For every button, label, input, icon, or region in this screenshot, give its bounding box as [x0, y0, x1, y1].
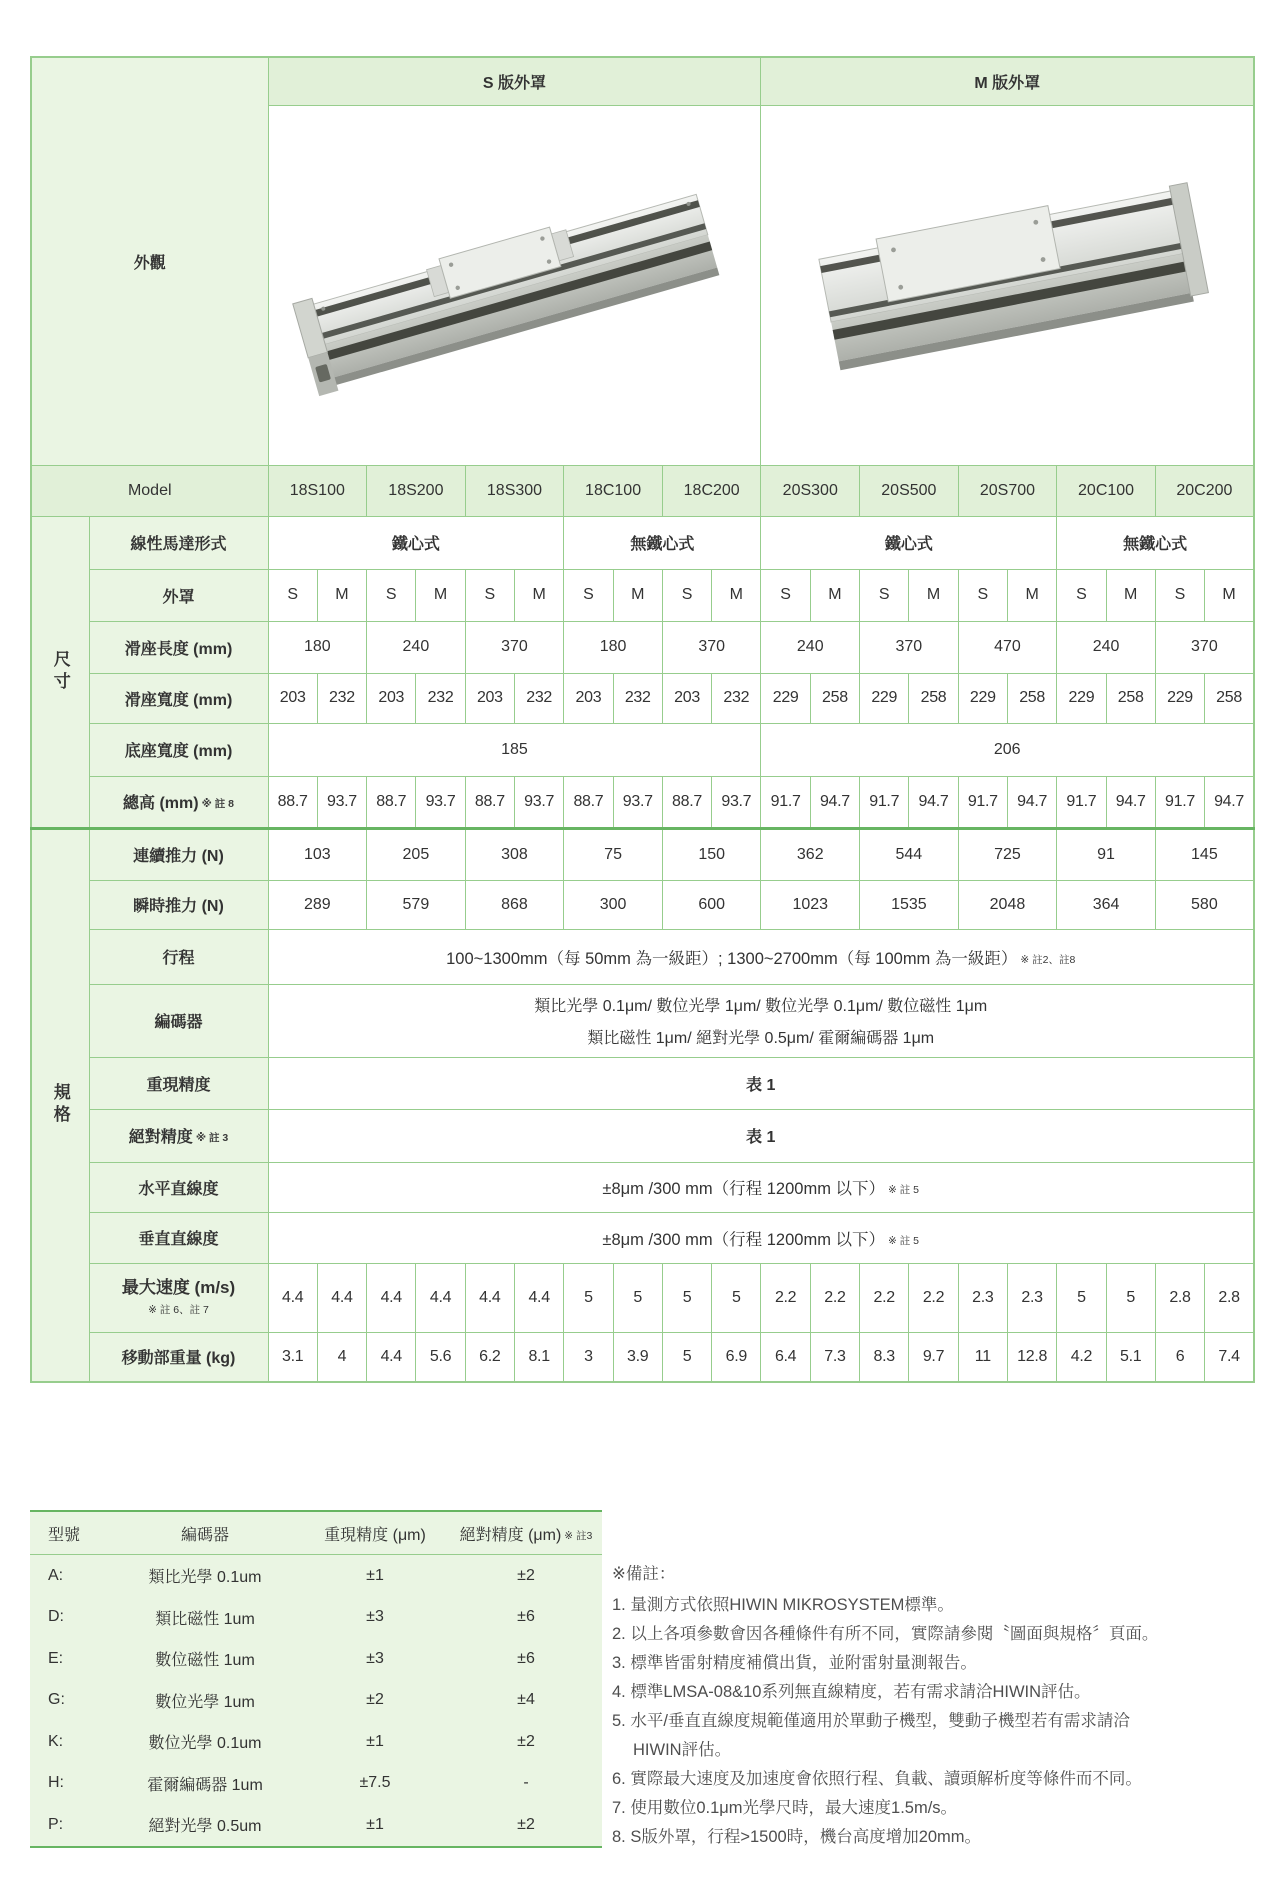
max-speed-cell: 4.4: [514, 1263, 563, 1332]
max-speed-cell: 2.2: [860, 1263, 909, 1332]
row-label-cont-force: 連續推力 (N): [89, 828, 268, 880]
max-speed-cell: 2.2: [909, 1263, 958, 1332]
total-height-cell: 88.7: [564, 776, 613, 828]
slider-length-cell: 370: [1155, 621, 1254, 673]
total-height-cell: 88.7: [465, 776, 514, 828]
enc-code: G:: [48, 1691, 65, 1709]
row-label-straightness-v: 垂直直線度: [89, 1212, 268, 1263]
cont-force-cell: 103: [268, 828, 367, 880]
cover-cell: S: [465, 569, 514, 621]
peak-force-cell: 579: [367, 880, 466, 929]
cont-force-cell: 725: [958, 828, 1057, 880]
moving-weight-cell: 4.4: [367, 1332, 416, 1382]
total-height-cell: 94.7: [1106, 776, 1155, 828]
enc-repeat-value: ±3: [366, 1649, 384, 1667]
slider-length-cell: 470: [958, 621, 1057, 673]
max-speed-cell: 2.8: [1155, 1263, 1204, 1332]
total-height-cell: 94.7: [810, 776, 859, 828]
model-cell: 20C100: [1057, 465, 1156, 516]
cover-cell: M: [1106, 569, 1155, 621]
slider-width-cell: 232: [613, 673, 662, 723]
m-cover-header: M 版外罩: [761, 57, 1254, 105]
cover-cell: M: [909, 569, 958, 621]
remark-line-continuation: HIWIN評估。: [633, 1741, 732, 1759]
slider-width-cell: 203: [465, 673, 514, 723]
row-label-absolute-accuracy: 絕對精度 ※ 註 3: [89, 1109, 268, 1162]
enc-type: 絕對光學 0.5um: [148, 1818, 262, 1836]
model-cell: 20S300: [761, 465, 860, 516]
enc-type: 霍爾編碼器 1um: [147, 1776, 263, 1794]
moving-weight-cell: 3.9: [613, 1332, 662, 1382]
remark-line: 8. S版外罩，行程>1500時，機台高度增加20mm。: [612, 1828, 982, 1846]
encoder-code-table: [30, 1510, 602, 1848]
moving-weight-cell: 5.6: [416, 1332, 465, 1382]
slider-width-cell: 232: [712, 673, 761, 723]
encoder-options-line2: 類比磁性 1μm/ 絕對光學 0.5μm/ 霍爾編碼器 1μm: [587, 1030, 935, 1047]
max-speed-cell: 2.3: [1007, 1263, 1056, 1332]
total-height-cell: 91.7: [1057, 776, 1106, 828]
peak-force-cell: 2048: [958, 880, 1057, 929]
motor-type-cell: 鐵心式: [268, 516, 564, 569]
moving-weight-cell: 11: [958, 1332, 1007, 1382]
enc-abs-value: ±4: [517, 1691, 535, 1709]
enc-abs-value: ±2: [517, 1815, 535, 1833]
enc-repeat-value: ±7.5: [359, 1774, 391, 1792]
remark-line: 3. 標準皆雷射精度補償出貨，並附雷射量測報告。: [612, 1654, 977, 1672]
total-height-cell: 91.7: [958, 776, 1007, 828]
enc-header-absolute: 絕對精度 (μm) ※ 註3: [450, 1511, 602, 1555]
row-label-peak-force: 瞬時推力 (N): [89, 880, 268, 929]
peak-force-cell: 300: [564, 880, 663, 929]
total-height-cell: 94.7: [909, 776, 958, 828]
enc-header-code: 型號: [30, 1511, 110, 1555]
cover-cell: S: [1057, 569, 1106, 621]
enc-type: 類比光學 0.1um: [148, 1569, 262, 1587]
moving-weight-cell: 5: [662, 1332, 711, 1382]
max-speed-cell: 5: [1057, 1263, 1106, 1332]
cover-cell: S: [268, 569, 317, 621]
row-label-base-width: 底座寬度 (mm): [89, 723, 268, 776]
enc-type: 數位光學 1um: [155, 1693, 255, 1711]
slider-width-cell: 258: [1007, 673, 1056, 723]
slider-width-cell: 203: [367, 673, 416, 723]
model-cell: 18S300: [465, 465, 564, 516]
max-speed-cell: 2.2: [761, 1263, 810, 1332]
slider-width-cell: 229: [958, 673, 1007, 723]
moving-weight-cell: 8.3: [860, 1332, 909, 1382]
moving-weight-cell: 9.7: [909, 1332, 958, 1382]
remark-line: 7. 使用數位0.1μm光學尺時，最大速度1.5m/s。: [612, 1799, 958, 1817]
appearance-label: 外觀: [31, 57, 268, 465]
linear-stage-s-photo: [275, 128, 755, 448]
model-cell: 18S100: [268, 465, 367, 516]
model-cell: 20S500: [860, 465, 959, 516]
cont-force-cell: 145: [1155, 828, 1254, 880]
enc-code: H:: [48, 1774, 64, 1792]
encoder-cell: [268, 984, 1254, 1057]
cover-cell: M: [1205, 569, 1254, 621]
enc-row: [30, 1638, 602, 1680]
slider-length-cell: 240: [367, 621, 466, 673]
total-height-cell: 88.7: [662, 776, 711, 828]
enc-code: K:: [48, 1732, 64, 1750]
cover-cell: M: [613, 569, 662, 621]
model-cell: 20C200: [1155, 465, 1254, 516]
enc-row: [30, 1555, 602, 1597]
enc-header-encoder: 編碼器: [110, 1511, 300, 1555]
total-height-cell: 94.7: [1205, 776, 1254, 828]
max-speed-cell: 4.4: [268, 1263, 317, 1332]
enc-code: E:: [48, 1649, 64, 1667]
stroke-cell: 100~1300mm（每 50mm 為一級距）; 1300~2700mm（每 100mm 為一級距） ※ 註2、註8: [268, 929, 1254, 984]
base-width-cell: 185: [268, 723, 761, 776]
straightness-h-cell: ±8μm /300 mm（行程 1200mm 以下） ※ 註 5: [268, 1162, 1254, 1212]
peak-force-cell: 1023: [761, 880, 860, 929]
max-speed-cell: 5: [1106, 1263, 1155, 1332]
remark-line: 1. 量測方式依照HIWIN MIKROSYSTEM標準。: [612, 1596, 954, 1614]
enc-type: 類比磁性 1um: [155, 1610, 255, 1628]
section-label-dimensions: 尺寸: [31, 516, 89, 828]
cont-force-cell: 150: [662, 828, 761, 880]
moving-weight-cell: 5.1: [1106, 1332, 1155, 1382]
peak-force-cell: 1535: [860, 880, 959, 929]
max-speed-cell: 4.4: [317, 1263, 366, 1332]
max-speed-cell: 2.2: [810, 1263, 859, 1332]
max-speed-cell: 5: [662, 1263, 711, 1332]
enc-abs-value: -: [523, 1774, 529, 1792]
remark-line: 2. 以上各項參數會因各種條件有所不同，實際請參閱〝圖面與規格〞頁面。: [612, 1625, 1159, 1643]
max-speed-cell: 4.4: [416, 1263, 465, 1332]
slider-length-cell: 180: [564, 621, 663, 673]
model-row-label: Model: [31, 465, 268, 516]
cover-cell: S: [564, 569, 613, 621]
slider-length-cell: 240: [1057, 621, 1156, 673]
encoder-options-line1: 類比光學 0.1μm/ 數位光學 1μm/ 數位光學 0.1μm/ 數位磁性 1μm: [534, 998, 988, 1015]
cover-cell: S: [662, 569, 711, 621]
moving-weight-cell: 4.2: [1057, 1332, 1106, 1382]
total-height-cell: 93.7: [514, 776, 563, 828]
enc-row: [30, 1597, 602, 1639]
cover-cell: M: [317, 569, 366, 621]
cover-cell: S: [761, 569, 810, 621]
max-speed-cell: 2.3: [958, 1263, 1007, 1332]
moving-weight-cell: 6: [1155, 1332, 1204, 1382]
row-label-max-speed: 最大速度 (m/s) ※ 註 6、註 7: [89, 1263, 268, 1332]
enc-header-repeatability: 重現精度 (μm): [300, 1511, 450, 1555]
slider-length-cell: 370: [662, 621, 761, 673]
slider-width-cell: 232: [416, 673, 465, 723]
cover-cell: M: [1007, 569, 1056, 621]
cont-force-cell: 362: [761, 828, 860, 880]
remark-line: 6. 實際最大速度及加速度會依照行程、負載、讀頭解析度等條件而不同。: [612, 1770, 1142, 1788]
row-label-slider-width: 滑座寬度 (mm): [89, 673, 268, 723]
cover-cell: M: [514, 569, 563, 621]
section-label-specs: 規格: [31, 828, 89, 1382]
row-label-moving-weight: 移動部重量 (kg): [89, 1332, 268, 1382]
absolute-accuracy-cell: 表 1: [268, 1109, 1254, 1162]
slider-width-cell: 258: [810, 673, 859, 723]
enc-repeat-value: ±3: [366, 1608, 384, 1626]
enc-code: P:: [48, 1815, 64, 1833]
remarks-block: [612, 1560, 1212, 1852]
cover-cell: M: [712, 569, 761, 621]
max-speed-cell: 5: [613, 1263, 662, 1332]
cover-cell: M: [416, 569, 465, 621]
cover-cell: S: [860, 569, 909, 621]
moving-weight-cell: 6.4: [761, 1332, 810, 1382]
total-height-cell: 94.7: [1007, 776, 1056, 828]
cont-force-cell: 544: [860, 828, 959, 880]
slider-width-cell: 229: [860, 673, 909, 723]
slider-width-cell: 258: [1205, 673, 1254, 723]
cover-cell: S: [367, 569, 416, 621]
peak-force-cell: 364: [1057, 880, 1156, 929]
max-speed-cell: 5: [564, 1263, 613, 1332]
peak-force-cell: 868: [465, 880, 564, 929]
model-cell: 20S700: [958, 465, 1057, 516]
row-label-motor-type: 線性馬達形式: [89, 516, 268, 569]
straightness-v-cell: ±8μm /300 mm（行程 1200mm 以下） ※ 註 5: [268, 1212, 1254, 1263]
moving-weight-cell: 4: [317, 1332, 366, 1382]
slider-width-cell: 203: [662, 673, 711, 723]
slider-length-cell: 180: [268, 621, 367, 673]
motor-type-cell: 鐵心式: [761, 516, 1057, 569]
row-label-straightness-h: 水平直線度: [89, 1162, 268, 1212]
moving-weight-cell: 3.1: [268, 1332, 317, 1382]
cont-force-cell: 205: [367, 828, 466, 880]
slider-width-cell: 203: [268, 673, 317, 723]
enc-type: 數位光學 0.1um: [148, 1735, 262, 1753]
row-label-repeatability: 重現精度: [89, 1057, 268, 1109]
remarks-title: ※備註：: [612, 1565, 676, 1583]
enc-row: [30, 1763, 602, 1805]
slider-width-cell: 229: [761, 673, 810, 723]
cont-force-cell: 308: [465, 828, 564, 880]
remark-line: 5. 水平/垂直直線度規範僅適用於單動子機型，雙動子機型若有需求請洽: [612, 1712, 1130, 1730]
remark-line: 4. 標準LMSA-08&10系列無直線精度，若有需求請洽HIWIN評估。: [612, 1683, 1091, 1701]
moving-weight-cell: 3: [564, 1332, 613, 1382]
enc-code: D:: [48, 1608, 64, 1626]
row-label-stroke: 行程: [89, 929, 268, 984]
slider-width-cell: 229: [1057, 673, 1106, 723]
max-speed-cell: 4.4: [367, 1263, 416, 1332]
row-label-encoder: 編碼器: [89, 984, 268, 1057]
cover-cell: M: [810, 569, 859, 621]
slider-length-cell: 240: [761, 621, 860, 673]
slider-width-cell: 258: [909, 673, 958, 723]
max-speed-cell: 4.4: [465, 1263, 514, 1332]
total-height-cell: 91.7: [1155, 776, 1204, 828]
enc-row: [30, 1680, 602, 1722]
cover-cell: S: [1155, 569, 1204, 621]
row-label-slider-length: 滑座長度 (mm): [89, 621, 268, 673]
cover-cell: S: [958, 569, 1007, 621]
peak-force-cell: 580: [1155, 880, 1254, 929]
enc-type: 數位磁性 1um: [155, 1652, 255, 1670]
moving-weight-cell: 6.9: [712, 1332, 761, 1382]
peak-force-cell: 600: [662, 880, 761, 929]
row-label-total-height: 總高 (mm) ※ 註 8: [89, 776, 268, 828]
total-height-cell: 93.7: [712, 776, 761, 828]
cont-force-cell: 91: [1057, 828, 1156, 880]
total-height-cell: 91.7: [761, 776, 810, 828]
moving-weight-cell: 7.3: [810, 1332, 859, 1382]
motor-type-cell: 無鐵心式: [1057, 516, 1254, 569]
total-height-cell: 88.7: [268, 776, 317, 828]
row-label-cover: 外罩: [89, 569, 268, 621]
moving-weight-cell: 8.1: [514, 1332, 563, 1382]
repeatability-cell: 表 1: [268, 1057, 1254, 1109]
total-height-cell: 91.7: [860, 776, 909, 828]
enc-abs-value: ±6: [517, 1649, 535, 1667]
cont-force-cell: 75: [564, 828, 663, 880]
s-cover-photo-cell: [268, 105, 761, 465]
enc-repeat-value: ±1: [366, 1566, 384, 1584]
slider-width-cell: 258: [1106, 673, 1155, 723]
slider-width-cell: 229: [1155, 673, 1204, 723]
slider-width-cell: 232: [317, 673, 366, 723]
moving-weight-cell: 7.4: [1205, 1332, 1254, 1382]
enc-repeat-value: ±1: [366, 1815, 384, 1833]
model-cell: 18S200: [367, 465, 466, 516]
spec-table: [30, 56, 1255, 1383]
enc-repeat-value: ±2: [366, 1691, 384, 1709]
linear-stage-m-photo: [791, 148, 1231, 408]
peak-force-cell: 289: [268, 880, 367, 929]
enc-code: A:: [48, 1566, 64, 1584]
enc-row: [30, 1804, 602, 1847]
s-cover-header: S 版外罩: [268, 57, 761, 105]
slider-width-cell: 232: [514, 673, 563, 723]
total-height-cell: 93.7: [317, 776, 366, 828]
max-speed-cell: 5: [712, 1263, 761, 1332]
enc-row: [30, 1721, 602, 1763]
enc-repeat-value: ±1: [366, 1732, 384, 1750]
base-width-cell: 206: [761, 723, 1254, 776]
slider-length-cell: 370: [465, 621, 564, 673]
total-height-cell: 93.7: [416, 776, 465, 828]
m-cover-photo-cell: [761, 105, 1254, 465]
moving-weight-cell: 6.2: [465, 1332, 514, 1382]
max-speed-cell: 2.8: [1205, 1263, 1254, 1332]
enc-abs-value: ±2: [517, 1732, 535, 1750]
enc-abs-value: ±2: [517, 1566, 535, 1584]
total-height-cell: 93.7: [613, 776, 662, 828]
slider-length-cell: 370: [860, 621, 959, 673]
moving-weight-cell: 12.8: [1007, 1332, 1056, 1382]
motor-type-cell: 無鐵心式: [564, 516, 761, 569]
slider-width-cell: 203: [564, 673, 613, 723]
model-cell: 18C200: [662, 465, 761, 516]
total-height-cell: 88.7: [367, 776, 416, 828]
enc-abs-value: ±6: [517, 1608, 535, 1626]
model-cell: 18C100: [564, 465, 663, 516]
